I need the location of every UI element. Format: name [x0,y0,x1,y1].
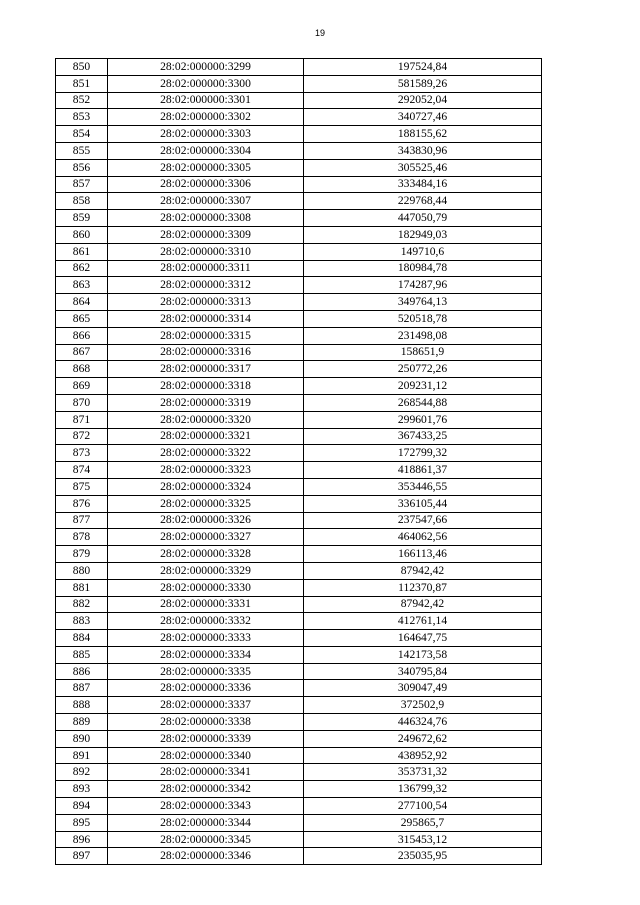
table-row [56,159,542,176]
cadastral-number-cell: 28:02:000000:3324 [108,478,304,495]
cadastral-number-cell: 28:02:000000:3301 [108,92,304,109]
cadastral-number-cell: 28:02:000000:3323 [108,462,304,479]
cadastral-value-cell: 237547,66 [304,512,542,529]
cadastral-number-cell: 28:02:000000:3333 [108,630,304,647]
table-row [56,613,542,630]
cadastral-value-cell: 353446,55 [304,478,542,495]
cadastral-value-cell: 87942,42 [304,596,542,613]
table-row [56,579,542,596]
row-number-cell: 889 [56,714,108,731]
row-number-cell: 856 [56,159,108,176]
cadastral-number-cell: 28:02:000000:3330 [108,579,304,596]
table-row [56,176,542,193]
cadastral-value-cell: 180984,78 [304,260,542,277]
cadastral-value-cell: 309047,49 [304,680,542,697]
row-number-cell: 877 [56,512,108,529]
table-row [56,75,542,92]
cadastral-value-cell: 305525,46 [304,159,542,176]
cadastral-value-table [55,58,542,865]
table-row [56,831,542,848]
cadastral-value-cell: 581589,26 [304,75,542,92]
table-row [56,310,542,327]
table-row [56,226,542,243]
cadastral-number-cell: 28:02:000000:3317 [108,361,304,378]
table-row [56,411,542,428]
cadastral-value-cell: 166113,46 [304,546,542,563]
cadastral-number-cell: 28:02:000000:3315 [108,327,304,344]
cadastral-value-cell: 149710,6 [304,243,542,260]
cadastral-number-cell: 28:02:000000:3320 [108,411,304,428]
cadastral-value-cell: 295865,7 [304,814,542,831]
row-number-cell: 881 [56,579,108,596]
cadastral-value-cell: 446324,76 [304,714,542,731]
table-row [56,848,542,865]
cadastral-number-cell: 28:02:000000:3307 [108,193,304,210]
cadastral-value-cell: 349764,13 [304,294,542,311]
cadastral-value-cell: 182949,03 [304,226,542,243]
cadastral-number-cell: 28:02:000000:3327 [108,529,304,546]
table-row [56,529,542,546]
cadastral-number-cell: 28:02:000000:3337 [108,697,304,714]
table-row [56,445,542,462]
cadastral-value-cell: 520518,78 [304,310,542,327]
row-number-cell: 890 [56,730,108,747]
cadastral-number-cell: 28:02:000000:3341 [108,764,304,781]
table-row [56,126,542,143]
cadastral-value-cell: 172799,32 [304,445,542,462]
cadastral-value-cell: 438952,92 [304,747,542,764]
cadastral-number-cell: 28:02:000000:3304 [108,142,304,159]
cadastral-number-cell: 28:02:000000:3326 [108,512,304,529]
cadastral-number-cell: 28:02:000000:3336 [108,680,304,697]
row-number-cell: 882 [56,596,108,613]
cadastral-number-cell: 28:02:000000:3325 [108,495,304,512]
table-row [56,747,542,764]
row-number-cell: 884 [56,630,108,647]
table-row [56,663,542,680]
row-number-cell: 867 [56,344,108,361]
cadastral-number-cell: 28:02:000000:3311 [108,260,304,277]
cadastral-number-cell: 28:02:000000:3339 [108,730,304,747]
row-number-cell: 875 [56,478,108,495]
cadastral-number-cell: 28:02:000000:3346 [108,848,304,865]
cadastral-value-cell: 299601,76 [304,411,542,428]
row-number-cell: 895 [56,814,108,831]
table-row [56,394,542,411]
row-number-cell: 860 [56,226,108,243]
row-number-cell: 873 [56,445,108,462]
cadastral-number-cell: 28:02:000000:3334 [108,646,304,663]
cadastral-value-cell: 250772,26 [304,361,542,378]
cadastral-value-cell: 336105,44 [304,495,542,512]
table-row [56,294,542,311]
table-row [56,562,542,579]
cadastral-value-cell: 277100,54 [304,798,542,815]
cadastral-number-cell: 28:02:000000:3313 [108,294,304,311]
row-number-cell: 870 [56,394,108,411]
cadastral-number-cell: 28:02:000000:3312 [108,277,304,294]
cadastral-value-cell: 343830,96 [304,142,542,159]
cadastral-number-cell: 28:02:000000:3340 [108,747,304,764]
row-number-cell: 871 [56,411,108,428]
row-number-cell: 880 [56,562,108,579]
table-row [56,260,542,277]
cadastral-number-cell: 28:02:000000:3306 [108,176,304,193]
cadastral-value-cell: 235035,95 [304,848,542,865]
cadastral-value-cell: 229768,44 [304,193,542,210]
cadastral-value-cell: 418861,37 [304,462,542,479]
row-number-cell: 868 [56,361,108,378]
row-number-cell: 857 [56,176,108,193]
cadastral-number-cell: 28:02:000000:3329 [108,562,304,579]
row-number-cell: 885 [56,646,108,663]
cadastral-value-cell: 353731,32 [304,764,542,781]
table-row [56,344,542,361]
cadastral-number-cell: 28:02:000000:3338 [108,714,304,731]
row-number-cell: 853 [56,109,108,126]
table-row [56,730,542,747]
table-row [56,193,542,210]
cadastral-value-cell: 412761,14 [304,613,542,630]
table-row [56,327,542,344]
cadastral-number-cell: 28:02:000000:3321 [108,428,304,445]
cadastral-number-cell: 28:02:000000:3310 [108,243,304,260]
table-row [56,646,542,663]
cadastral-value-cell: 142173,58 [304,646,542,663]
cadastral-number-cell: 28:02:000000:3328 [108,546,304,563]
cadastral-value-cell: 87942,42 [304,562,542,579]
table-row [56,781,542,798]
row-number-cell: 850 [56,59,108,76]
cadastral-number-cell: 28:02:000000:3332 [108,613,304,630]
row-number-cell: 883 [56,613,108,630]
row-number-cell: 872 [56,428,108,445]
table-row [56,243,542,260]
table-row [56,142,542,159]
table-row [56,512,542,529]
cadastral-value-cell: 174287,96 [304,277,542,294]
cadastral-number-cell: 28:02:000000:3331 [108,596,304,613]
row-number-cell: 851 [56,75,108,92]
table-row [56,92,542,109]
table-row [56,361,542,378]
cadastral-value-cell: 197524,84 [304,59,542,76]
row-number-cell: 869 [56,378,108,395]
cadastral-number-cell: 28:02:000000:3299 [108,59,304,76]
cadastral-number-cell: 28:02:000000:3343 [108,798,304,815]
cadastral-value-cell: 372502,9 [304,697,542,714]
row-number-cell: 874 [56,462,108,479]
cadastral-number-cell: 28:02:000000:3322 [108,445,304,462]
cadastral-number-cell: 28:02:000000:3318 [108,378,304,395]
cadastral-number-cell: 28:02:000000:3344 [108,814,304,831]
row-number-cell: 896 [56,831,108,848]
row-number-cell: 888 [56,697,108,714]
table-row [56,596,542,613]
cadastral-number-cell: 28:02:000000:3303 [108,126,304,143]
table-row [56,109,542,126]
table-row [56,697,542,714]
row-number-cell: 862 [56,260,108,277]
cadastral-value-cell: 447050,79 [304,210,542,227]
table-row [56,495,542,512]
row-number-cell: 894 [56,798,108,815]
table-row [56,462,542,479]
cadastral-number-cell: 28:02:000000:3316 [108,344,304,361]
page-number: 19 [314,28,325,38]
cadastral-value-cell: 333484,16 [304,176,542,193]
table-row [56,546,542,563]
cadastral-value-cell: 315453,12 [304,831,542,848]
row-number-cell: 861 [56,243,108,260]
cadastral-value-cell: 292052,04 [304,92,542,109]
row-number-cell: 858 [56,193,108,210]
row-number-cell: 864 [56,294,108,311]
row-number-cell: 865 [56,310,108,327]
table-row [56,428,542,445]
cadastral-number-cell: 28:02:000000:3319 [108,394,304,411]
cadastral-value-cell: 136799,32 [304,781,542,798]
row-number-cell: 887 [56,680,108,697]
table-row [56,814,542,831]
cadastral-number-cell: 28:02:000000:3335 [108,663,304,680]
row-number-cell: 863 [56,277,108,294]
table-row [56,210,542,227]
row-number-cell: 892 [56,764,108,781]
cadastral-value-cell: 249672,62 [304,730,542,747]
cadastral-value-cell: 209231,12 [304,378,542,395]
row-number-cell: 866 [56,327,108,344]
cadastral-value-cell: 268544,88 [304,394,542,411]
cadastral-number-cell: 28:02:000000:3314 [108,310,304,327]
table-row [56,478,542,495]
table-row [56,59,542,76]
row-number-cell: 876 [56,495,108,512]
table-body [56,59,542,865]
row-number-cell: 878 [56,529,108,546]
cadastral-value-cell: 231498,08 [304,327,542,344]
table-row [56,714,542,731]
cadastral-number-cell: 28:02:000000:3308 [108,210,304,227]
cadastral-value-cell: 340727,46 [304,109,542,126]
row-number-cell: 893 [56,781,108,798]
row-number-cell: 852 [56,92,108,109]
row-number-cell: 897 [56,848,108,865]
cadastral-value-cell: 164647,75 [304,630,542,647]
table-row [56,630,542,647]
cadastral-value-cell: 188155,62 [304,126,542,143]
cadastral-number-cell: 28:02:000000:3342 [108,781,304,798]
table-row [56,680,542,697]
cadastral-value-cell: 464062,56 [304,529,542,546]
cadastral-number-cell: 28:02:000000:3302 [108,109,304,126]
row-number-cell: 855 [56,142,108,159]
row-number-cell: 891 [56,747,108,764]
cadastral-value-cell: 112370,87 [304,579,542,596]
table-row [56,764,542,781]
table-row [56,798,542,815]
cadastral-number-cell: 28:02:000000:3345 [108,831,304,848]
cadastral-value-cell: 367433,25 [304,428,542,445]
cadastral-number-cell: 28:02:000000:3305 [108,159,304,176]
row-number-cell: 854 [56,126,108,143]
cadastral-number-cell: 28:02:000000:3309 [108,226,304,243]
table-row [56,378,542,395]
cadastral-value-cell: 340795,84 [304,663,542,680]
row-number-cell: 859 [56,210,108,227]
cadastral-value-cell: 158651,9 [304,344,542,361]
row-number-cell: 886 [56,663,108,680]
cadastral-number-cell: 28:02:000000:3300 [108,75,304,92]
table-row [56,277,542,294]
row-number-cell: 879 [56,546,108,563]
